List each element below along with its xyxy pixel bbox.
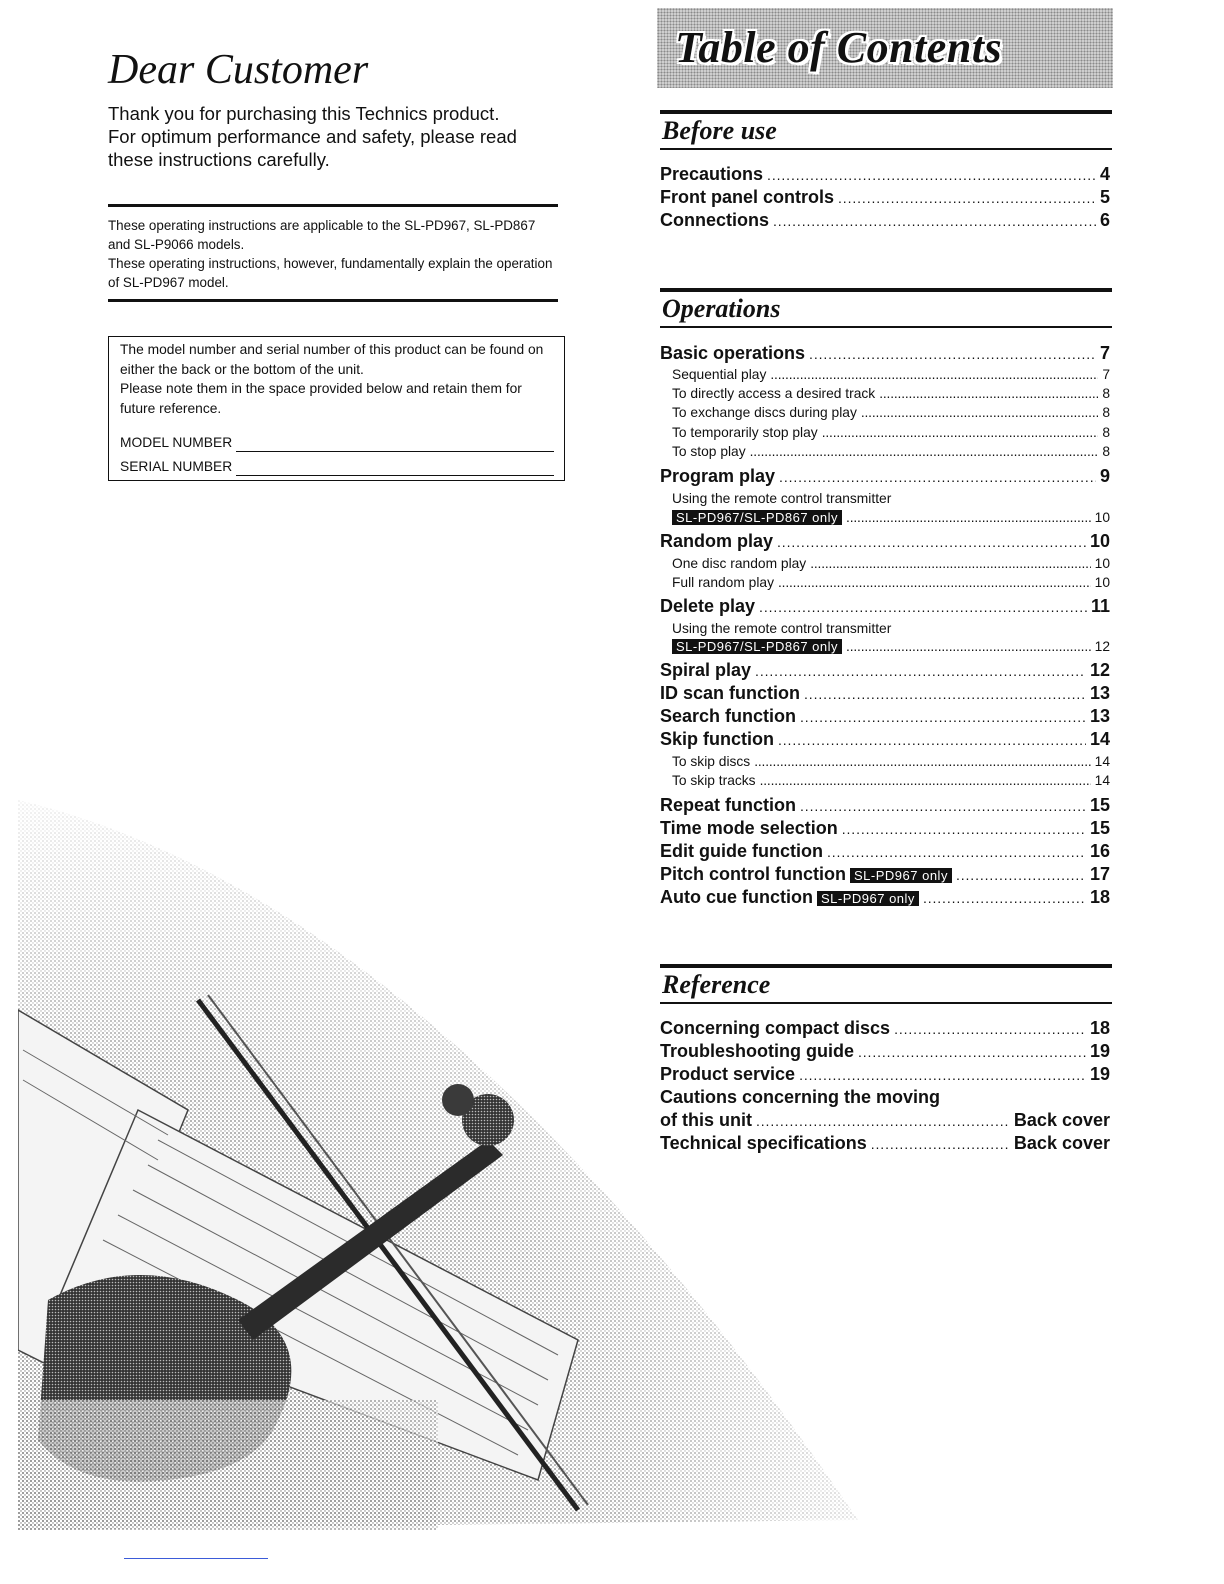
serial-number-field[interactable] <box>236 460 554 476</box>
toc-entry-page: 14 <box>1089 729 1110 749</box>
toc-subentry-label: Full random play <box>672 575 774 590</box>
applicability-note <box>108 216 560 292</box>
toc-entry-label: Connections <box>660 210 770 230</box>
model-number-row <box>120 428 554 452</box>
toc-subentry-page: 8 <box>1102 425 1110 440</box>
toc-entry[interactable] <box>660 343 1110 366</box>
toc-entry-label: Skip function <box>660 729 774 749</box>
toc-entry-page: 19 <box>1089 1041 1110 1061</box>
toc-entry-page: 9 <box>1099 466 1110 486</box>
toc-entry-page: Back cover <box>1013 1133 1110 1153</box>
toc-subentry[interactable] <box>672 444 1110 463</box>
section-heading: Operations <box>662 294 781 323</box>
toc-subentry-page: 10 <box>1094 556 1110 571</box>
toc-subentry[interactable] <box>672 754 1110 773</box>
toc-entry-page: 6 <box>1099 210 1110 230</box>
toc-subentry[interactable] <box>672 405 1110 424</box>
toc-entry-label: Repeat function <box>660 795 797 815</box>
toc-entry-page: Back cover <box>1013 1110 1110 1130</box>
greeting-text <box>108 102 578 171</box>
greeting-line: For optimum performance and safety, please read <box>108 126 517 147</box>
toc-subentry-page: 8 <box>1102 405 1110 420</box>
footer-rule <box>124 1558 268 1559</box>
section-heading: Reference <box>662 970 771 999</box>
toc-subentry-page: 14 <box>1094 754 1110 769</box>
toc-subentry-label: One disc random play <box>672 556 807 571</box>
toc-subentry-page: 10 <box>1094 510 1110 525</box>
toc-entry[interactable] <box>660 706 1110 729</box>
toc-entry-page: 10 <box>1089 531 1110 551</box>
toc-subentry[interactable] <box>672 556 1110 575</box>
toc-title: Table of Contents <box>675 23 1003 72</box>
toc-subentry[interactable] <box>672 575 1110 594</box>
toc-entry[interactable] <box>660 683 1110 706</box>
section-before-use <box>660 110 1112 150</box>
toc-entry[interactable] <box>660 210 1110 233</box>
model-number-field[interactable] <box>236 436 554 452</box>
toc-entry-label: Program play <box>660 466 776 486</box>
toc-entry-label: Random play <box>660 531 774 551</box>
toc-entry[interactable] <box>660 531 1110 554</box>
toc-entry[interactable] <box>660 187 1110 210</box>
toc-entry[interactable] <box>660 164 1110 187</box>
toc-subentry-label: To temporarily stop play <box>672 425 818 440</box>
section-heading: Before use <box>662 116 777 145</box>
toc-entry-label: ID scan function <box>660 683 801 703</box>
toc-entry-label: Pitch control function <box>660 864 846 884</box>
toc-banner <box>657 8 1113 88</box>
toc-entry[interactable] <box>660 1041 1110 1064</box>
toc-entry-label: Product service <box>660 1064 796 1084</box>
toc-entry[interactable] <box>660 1064 1110 1087</box>
toc-entry-page: 18 <box>1089 887 1110 907</box>
toc-entry-label: Search function <box>660 706 797 726</box>
toc-entry-page: 18 <box>1089 1018 1110 1038</box>
toc-subentry-label: To skip discs <box>672 754 751 769</box>
toc-entry[interactable] <box>660 887 1110 910</box>
model-box-note <box>120 340 554 418</box>
toc-entry[interactable] <box>660 1110 1110 1133</box>
toc-entry-label: Time mode selection <box>660 818 838 838</box>
toc-entry-label: Spiral play <box>660 660 752 680</box>
toc-subentry-label: Using the remote control transmitter <box>672 491 892 506</box>
toc-entry[interactable] <box>660 1018 1110 1041</box>
toc-subentry[interactable] <box>672 510 1110 529</box>
toc-entry-page: 7 <box>1099 343 1110 363</box>
toc-subentry-label: To exchange discs during play <box>672 405 857 420</box>
model-badge: SL-PD967/SL-PD867 only <box>672 510 842 525</box>
toc-subentry-page: 10 <box>1094 575 1110 590</box>
toc-entry-label: Edit guide function <box>660 841 823 861</box>
toc-entry-page: 4 <box>1099 164 1110 184</box>
toc-entry-label: Technical specifications <box>660 1133 867 1153</box>
toc-entry[interactable] <box>660 818 1110 841</box>
toc-subentry-label: To directly access a desired track <box>672 386 876 401</box>
toc-entry[interactable] <box>660 596 1110 619</box>
toc-entry-label: Cautions concerning the moving <box>660 1087 941 1107</box>
toc-subentry-page: 7 <box>1102 367 1110 382</box>
toc-subentry-label: Sequential play <box>672 367 767 382</box>
divider <box>108 299 558 302</box>
toc-subentry-page: 8 <box>1102 444 1110 459</box>
model-serial-box <box>108 336 565 481</box>
toc-subentry[interactable] <box>672 386 1110 405</box>
model-number-label: MODEL NUMBER <box>120 434 233 450</box>
applicability-scope: These operating instructions, however, fundamentally explain the operation of SL-PD967 model. <box>108 256 553 290</box>
toc-entry-label: Precautions <box>660 164 764 184</box>
toc-subentry-label: To skip tracks <box>672 773 756 788</box>
toc-entry-page: 17 <box>1089 864 1110 884</box>
toc-entry-page: 13 <box>1089 706 1110 726</box>
toc-entry[interactable] <box>660 841 1110 864</box>
model-badge: SL-PD967 only <box>817 891 919 906</box>
model-badge: SL-PD967/SL-PD867 only <box>672 639 842 654</box>
model-badge: SL-PD967 only <box>850 868 952 883</box>
toc-entry-label: Concerning compact discs <box>660 1018 891 1038</box>
toc-entry-label: Troubleshooting guide <box>660 1041 854 1061</box>
toc-entry-page: 19 <box>1089 1064 1110 1084</box>
greeting-title: Dear Customer <box>108 47 369 93</box>
toc-subentry-page: 14 <box>1094 773 1110 788</box>
toc-entry-page: 13 <box>1089 683 1110 703</box>
toc-entry-page: 15 <box>1089 818 1110 838</box>
divider <box>108 204 558 207</box>
toc-entry-label: Basic operations <box>660 343 806 363</box>
toc-entry[interactable] <box>660 466 1110 489</box>
toc-entry-page: 12 <box>1089 660 1110 680</box>
toc-entry-label: Auto cue function <box>660 887 813 907</box>
serial-number-label: SERIAL NUMBER <box>120 458 233 474</box>
toc-subentry-page: 12 <box>1094 639 1110 654</box>
toc-subentry[interactable] <box>672 773 1110 792</box>
toc-entry-label: Delete play <box>660 596 756 616</box>
toc-subentry[interactable] <box>672 425 1110 444</box>
toc-entry[interactable] <box>660 729 1110 752</box>
model-box-note-retain: Please note them in the space provided below and retain them for future reference. <box>120 381 522 416</box>
toc-entry-label: of this unit <box>660 1110 752 1130</box>
toc-subentry-label: Using the remote control transmitter <box>672 621 892 636</box>
serial-number-row <box>120 452 554 476</box>
toc-entry[interactable] <box>660 795 1110 818</box>
toc-entry[interactable] <box>660 864 1110 887</box>
toc-subentry-page: 8 <box>1102 386 1110 401</box>
section-reference <box>660 964 1112 1004</box>
section-operations <box>660 288 1112 328</box>
toc-subentry[interactable] <box>672 367 1110 386</box>
greeting-line: Thank you for purchasing this Technics product. <box>108 103 500 124</box>
toc-subentry-label: To stop play <box>672 444 746 459</box>
greeting-line: these instructions carefully. <box>108 149 330 170</box>
toc-entry-label: Front panel controls <box>660 187 835 207</box>
toc-subentry[interactable] <box>672 639 1110 658</box>
toc-entry-page: 15 <box>1089 795 1110 815</box>
toc-entry[interactable] <box>660 660 1110 683</box>
toc-entry[interactable] <box>660 1133 1110 1156</box>
toc-entry-page: 11 <box>1090 596 1110 616</box>
model-box-note-location: The model number and serial number of this product can be found on either the back or the bottom of the unit. <box>120 342 544 377</box>
toc-entry-page: 16 <box>1089 841 1110 861</box>
toc-entry-page: 5 <box>1099 187 1110 207</box>
applicability-models: These operating instructions are applicable to the SL-PD967, SL-PD867 and SL-P9066 models. <box>108 218 536 252</box>
